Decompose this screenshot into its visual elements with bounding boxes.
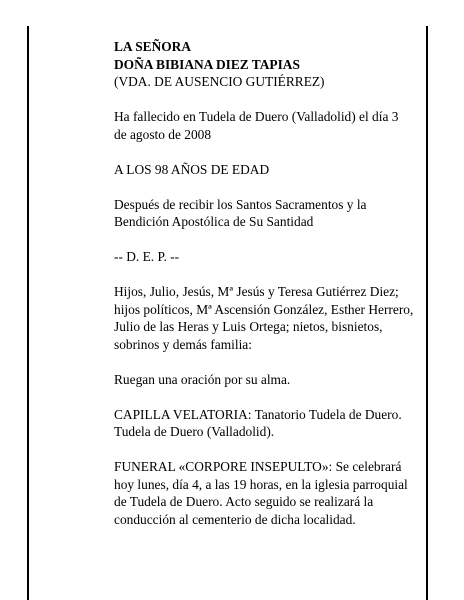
dep-line [114, 248, 424, 266]
death-line-2: de agosto de 2008 [114, 126, 212, 142]
right-border-rule [426, 26, 428, 600]
family-line-4: sobrinos y demás familia: [114, 336, 252, 352]
deceased-name: DOÑA BIBIANA DIEZ TAPIAS [114, 56, 300, 72]
family-line-2: hijos políticos, Mª Ascensión González, Esther Herrero, [114, 301, 414, 317]
sacraments-line-2: Bendición Apostólica de Su Santidad [114, 214, 314, 229]
family-line-1: Hijos, Julio, Jesús, Mª Jesús y Teresa Gutiérrez Diez; [114, 284, 399, 299]
sacraments-paragraph [114, 196, 424, 231]
family-paragraph [114, 283, 424, 353]
death-announcement [114, 108, 424, 143]
funeral-line-1: FUNERAL «CORPORE INSEPULTO»: Se celebrará [114, 459, 402, 474]
wake-line-1: CAPILLA VELATORIA: Tanatorio Tudela de Duero. [114, 406, 402, 422]
funeral-paragraph [114, 458, 424, 528]
left-border-rule [27, 26, 29, 600]
family-line-3: Julio de las Heras y Luis Ortega; nietos, bisnietos, [114, 319, 383, 334]
funeral-line-4: conducción al cementerio de dicha localidad. [114, 511, 356, 527]
funeral-line-3: de Tudela de Duero. Acto seguido se realizará la [114, 494, 374, 509]
widow-of-line: (VDA. DE AUSENCIO GUTIÉRREZ) [114, 74, 325, 89]
sacraments-line-1: Después de recibir los Santos Sacramentos y la [114, 196, 367, 212]
obituary-notice [114, 38, 424, 546]
prayer-text: Ruegan una oración por su alma. [114, 371, 291, 387]
wake-paragraph [114, 406, 424, 441]
age-text: A LOS 98 AÑOS DE EDAD [114, 161, 270, 177]
title-line: LA SEÑORA [114, 39, 192, 54]
dep-text: -- D. E. P. -- [114, 249, 180, 264]
funeral-line-2: hoy lunes, día 4, a las 19 horas, en la iglesia parroquial [114, 476, 408, 492]
prayer-paragraph [114, 371, 424, 389]
deceased-header [114, 38, 424, 91]
age-line [114, 161, 424, 179]
death-line-1: Ha fallecido en Tudela de Duero (Valladolid) el día 3 [114, 109, 399, 124]
wake-line-2: Tudela de Duero (Valladolid). [114, 424, 275, 439]
